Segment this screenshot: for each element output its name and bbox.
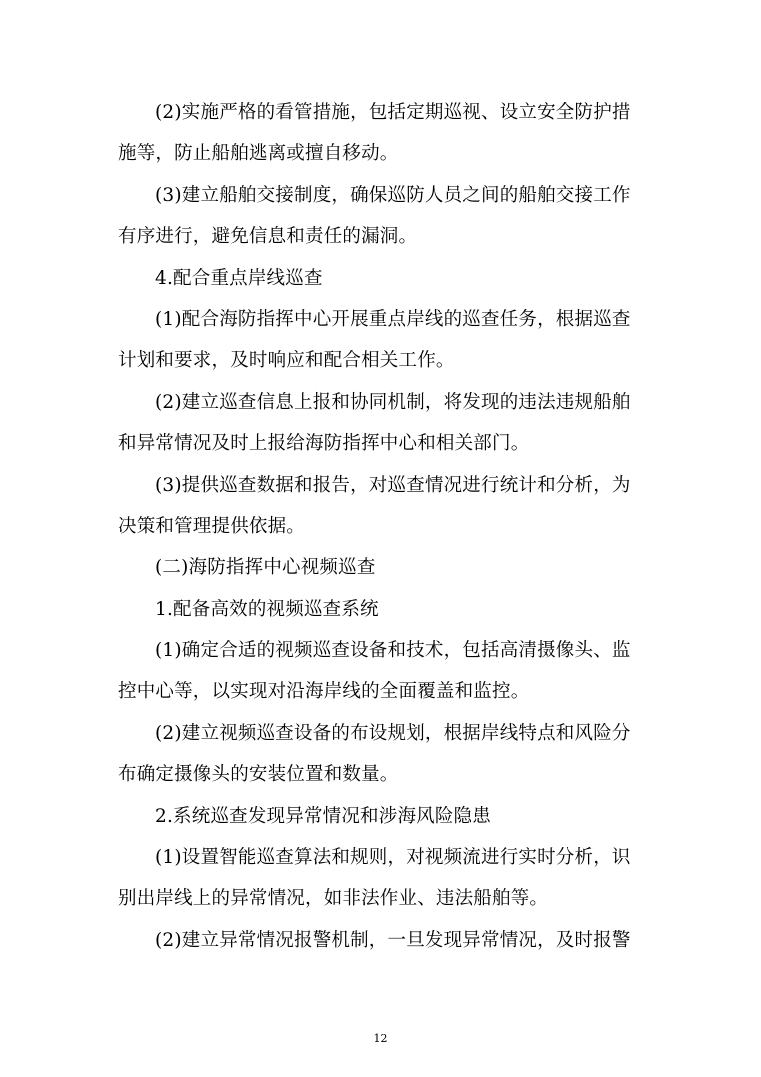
text-line-21: (2)建立异常情况报警机制，一旦发现异常情况，及时报警 — [155, 929, 631, 951]
text-line-2: 施等，防止船舶逃离或擅自移动。 — [118, 143, 399, 165]
text-line-10: (3)提供巡查数据和报告，对巡查情况进行统计和分析，为 — [155, 474, 631, 496]
text-line-9: 和异常情况及时上报给海防指挥中心和相关部门。 — [118, 433, 530, 455]
text-line-11: 决策和管理提供依据。 — [118, 515, 306, 537]
text-line-1: (2)实施严格的看管措施，包括定期巡视、设立安全防护措 — [155, 102, 631, 123]
text-line-16: (2)建立视频巡查设备的布设规划，根据岸线特点和风险分 — [155, 722, 631, 744]
text-line-4: 有序进行，避免信息和责任的漏洞。 — [118, 226, 418, 248]
text-line-6: (1)配合海防指挥中心开展重点岸线的巡查任务，根据巡查 — [155, 308, 631, 330]
text-line-17: 布确定摄像头的安装位置和数量。 — [118, 764, 399, 786]
section-heading-2: (二)海防指挥中心视频巡查 — [155, 557, 376, 579]
text-line-7: 计划和要求，及时响应和配合相关工作。 — [118, 350, 455, 372]
text-line-20: 别出岸线上的异常情况，如非法作业、违法船舶等。 — [118, 888, 549, 910]
subsection-heading-2: 2.系统巡查发现异常情况和涉海风险隐患 — [155, 805, 491, 827]
text-line-3: (3)建立船舶交接制度，确保巡防人员之间的船舶交接工作 — [155, 184, 631, 206]
text-line-19: (1)设置智能巡查算法和规则，对视频流进行实时分析，识 — [155, 847, 631, 869]
text-line-14: (1)确定合适的视频巡查设备和技术，包括高清摄像头、监 — [155, 640, 631, 662]
page-number: 12 — [373, 1032, 388, 1045]
text-line-8: (2)建立巡查信息上报和协同机制，将发现的违法违规船舶 — [155, 391, 631, 413]
subsection-heading-1: 1.配备高效的视频巡查系统 — [155, 598, 379, 620]
section-heading-4: 4.配合重点岸线巡查 — [155, 267, 323, 289]
text-line-15: 控中心等，以实现对沿海岸线的全面覆盖和监控。 — [118, 681, 530, 703]
body-text — [118, 92, 638, 961]
